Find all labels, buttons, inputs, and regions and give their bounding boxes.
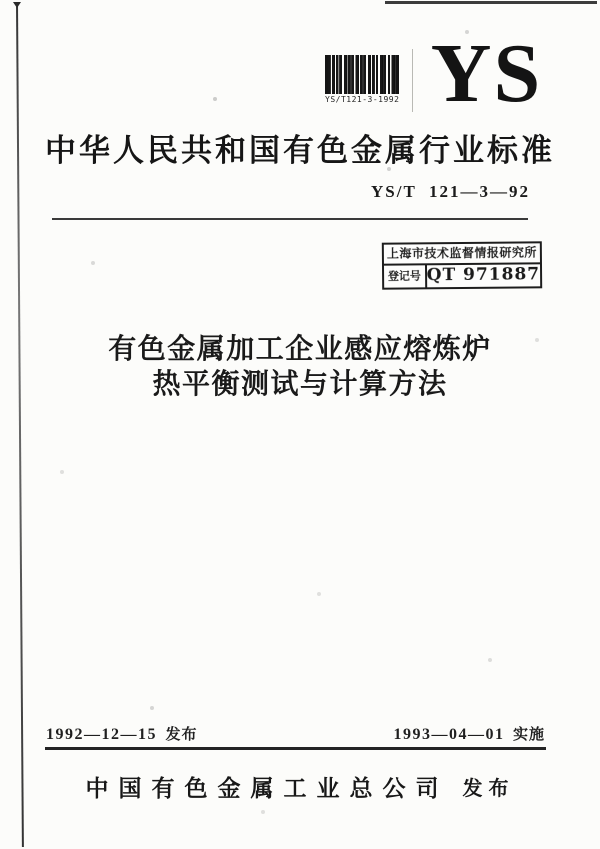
header-rule	[52, 218, 528, 220]
issue-date-value: 1992—12—15	[46, 726, 157, 743]
standard-header-title: 中华人民共和国有色金属行业标准	[45, 133, 555, 168]
publisher-suffix: 发布	[462, 778, 515, 800]
issue-date	[46, 723, 197, 744]
publisher-name: 中国有色金属工业总公司	[85, 775, 449, 801]
implementation-date-label: 实施	[512, 726, 545, 743]
stamp-institute: 上海市技术监督情报研究所	[384, 243, 540, 265]
date-row	[0, 723, 600, 745]
stamp-reg-label: 登记号	[384, 265, 427, 287]
barcode	[325, 55, 399, 104]
standard-number: YS/T 121—3—92	[371, 182, 530, 201]
logo-divider	[412, 49, 413, 112]
issue-date-label: 发布	[165, 726, 198, 743]
document-title	[0, 331, 600, 401]
implementation-date	[394, 723, 545, 744]
document-title-line2: 热平衡测试与计算方法	[152, 368, 448, 399]
implementation-date-value: 1993—04—01	[393, 726, 505, 743]
stamp-registration-row	[384, 264, 540, 287]
barcode-bars-icon	[325, 55, 399, 94]
publisher-line	[0, 770, 600, 803]
scan-edge-mark	[13, 2, 21, 8]
footer-rule	[45, 747, 546, 750]
stamp-reg-number: QT 971887	[426, 264, 541, 286]
ys-logo: YS	[430, 27, 543, 120]
scan-noise	[0, 0, 2, 2]
document-title-line1: 有色金属加工企业感应熔炼炉	[108, 333, 492, 364]
scan-edge-line-top-right	[385, 1, 597, 4]
registration-stamp	[382, 241, 542, 289]
barcode-label: YS/T121-3-1992	[325, 95, 400, 104]
